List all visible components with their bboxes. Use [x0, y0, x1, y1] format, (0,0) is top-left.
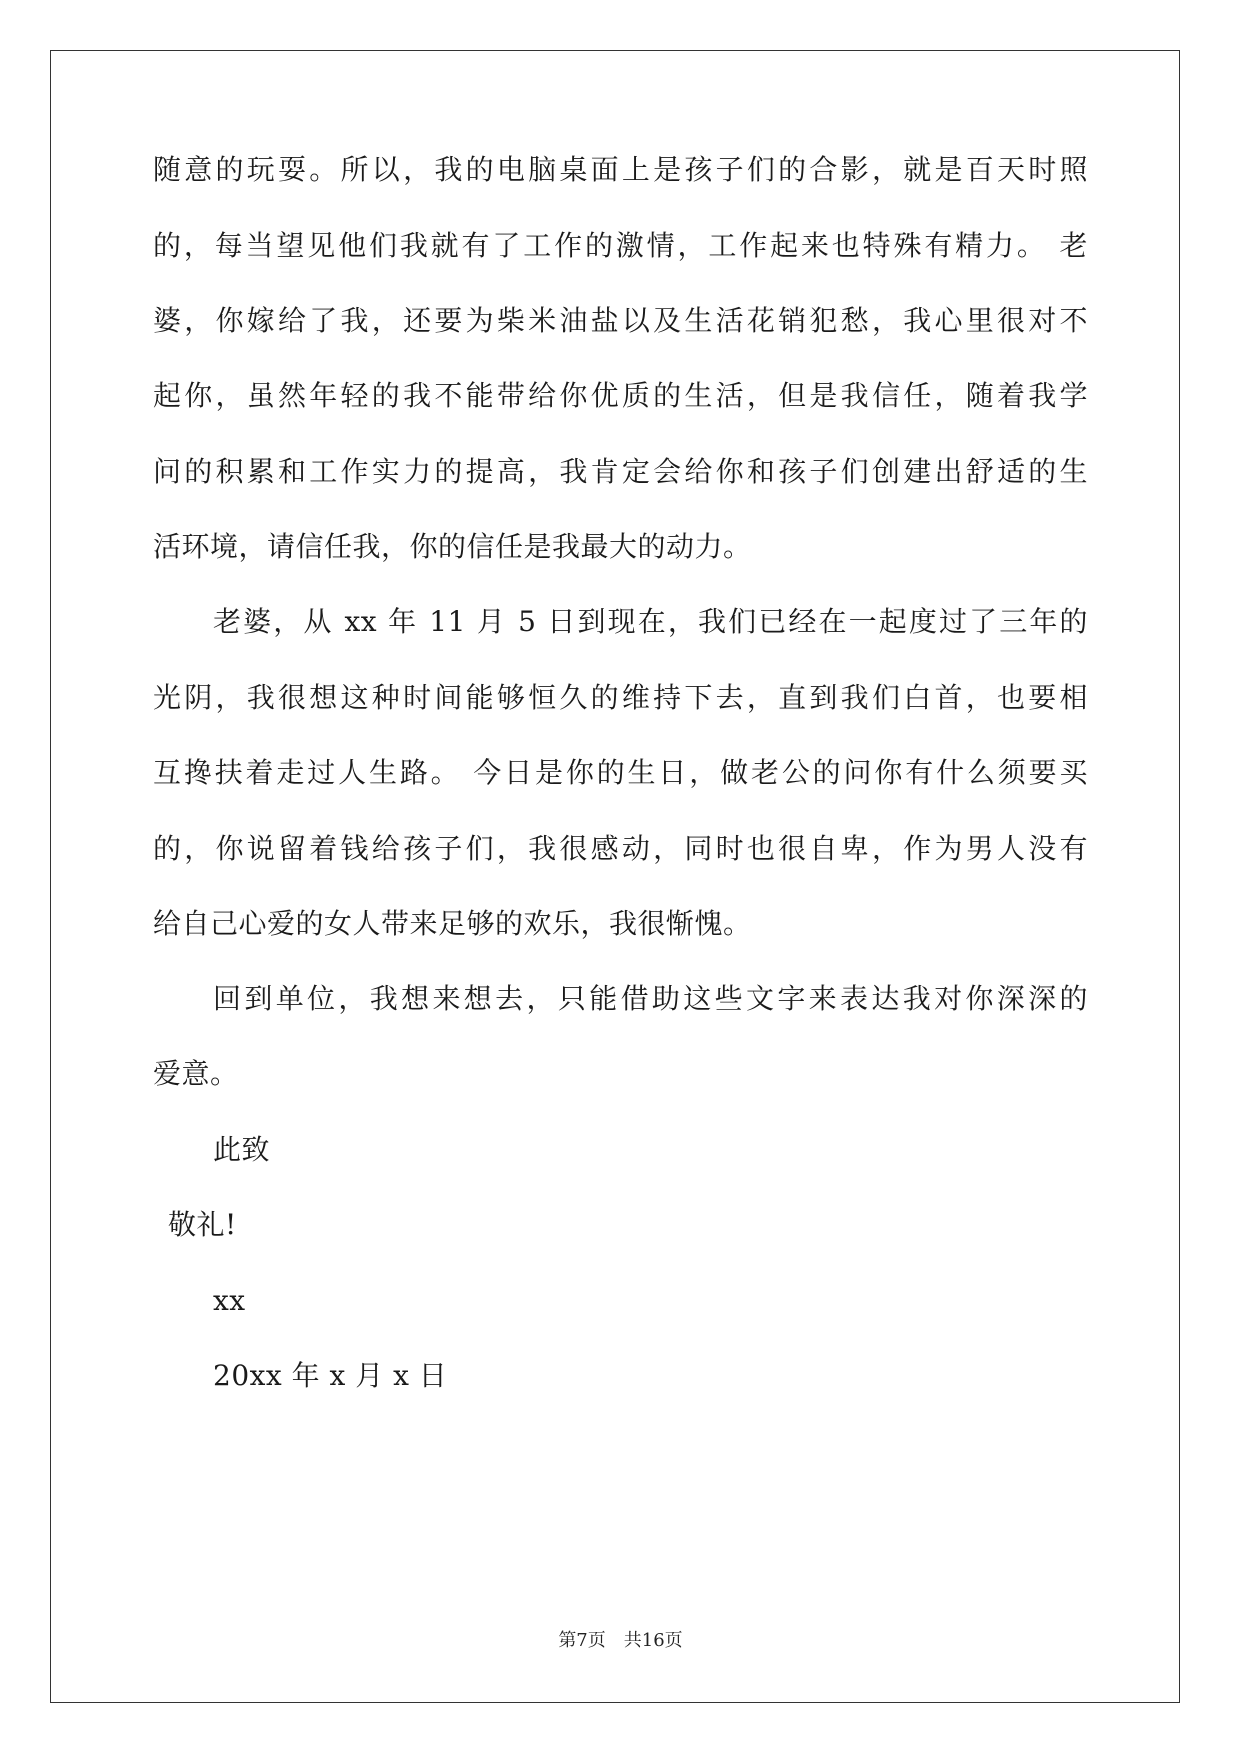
page-footer: 第7页 共16页 [558, 1630, 683, 1651]
closing-respect: 敬礼! [168, 1208, 237, 1241]
body-line-5: 问的积累和工作实力的提高，我肯定会给你和孩子们创建出舒适的生 [153, 455, 1088, 488]
body-line-8: 光阴，我很想这种时间能够恒久的维持下去，直到我们白首，也要相 [153, 681, 1088, 714]
body-line-9: 互搀扶着走过人生路。 今日是你的生日，做老公的问你有什么须要买 [153, 756, 1088, 789]
body-line-1: 随意的玩耍。所以，我的电脑桌面上是孩子们的合影，就是百天时照 [153, 153, 1088, 186]
body-line-7: 老婆，从 xx 年 11 月 5 日到现在，我们已经在一起度过了三年的 [213, 605, 1088, 638]
body-line-10: 的，你说留着钱给孩子们，我很感动，同时也很自卑，作为男人没有 [153, 832, 1088, 865]
signature: xx [213, 1284, 246, 1317]
body-line-2: 的，每当望见他们我就有了工作的激情，工作起来也特殊有精力。 老 [153, 229, 1088, 262]
body-line-4: 起你，虽然年轻的我不能带给你优质的生活，但是我信任，随着我学 [153, 379, 1088, 412]
body-line-3: 婆，你嫁给了我，还要为柴米油盐以及生活花销犯愁，我心里很对不 [153, 304, 1088, 337]
page-border [50, 50, 1180, 1703]
body-line-12: 回到单位，我想来想去，只能借助这些文字来表达我对你深深的 [213, 982, 1088, 1015]
signature-date: 20xx 年 x 月 x 日 [213, 1359, 448, 1392]
body-line-6: 活环境，请信任我，你的信任是我最大的动力。 [153, 530, 752, 563]
closing-salutation: 此致 [213, 1133, 271, 1166]
body-line-11: 给自己心爱的女人带来足够的欢乐，我很惭愧。 [153, 907, 752, 940]
body-line-13: 爱意。 [153, 1057, 239, 1090]
